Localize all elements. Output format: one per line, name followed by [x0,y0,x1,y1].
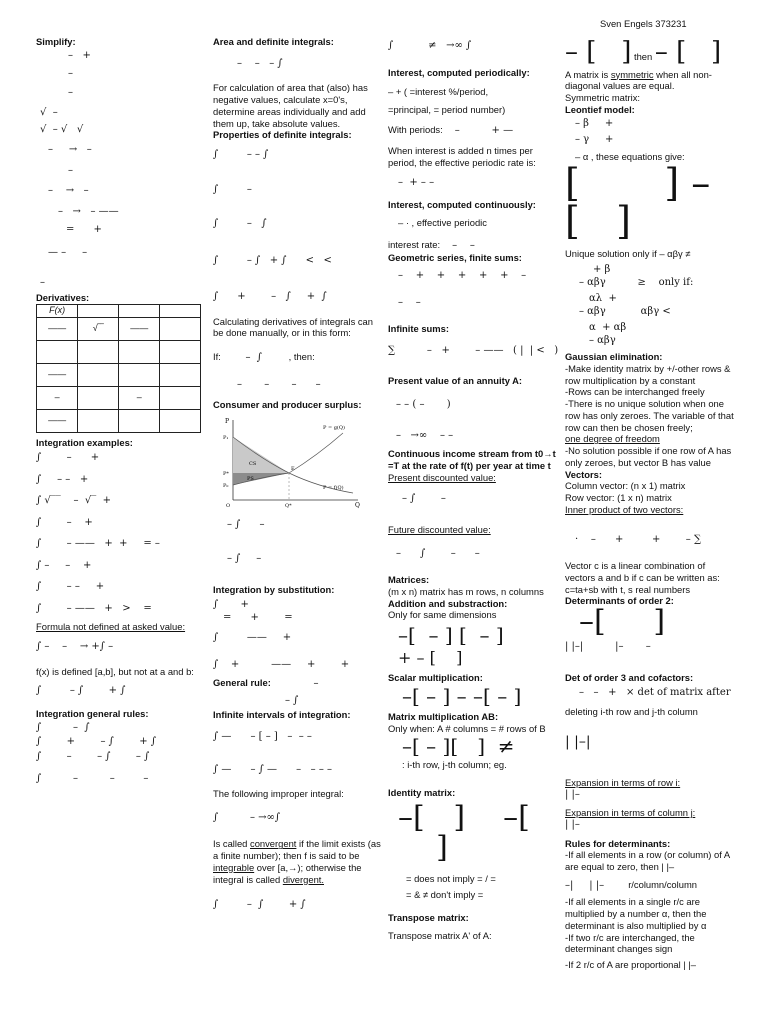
infinite-title: Infinite intervals of integration: [213,709,351,721]
periodic-title: Interest, computed periodically: [388,66,530,78]
interest-rate-row [388,239,558,253]
with-periods-label: With periods: [388,123,443,135]
general-rule-line: ∫ – – – [36,773,149,784]
infinite-sums-line: ∑ – + – —— ( | | < ) [388,344,559,356]
improper-line: ∫ – →∞∫ [213,811,281,823]
graph-label-p0: P₀ [223,482,229,489]
det2-line: | |–| |– – [565,641,651,652]
derivatives-title: Derivatives: [36,291,90,303]
rules-title: Rules for determinants: [565,837,671,849]
general-rule-line: – [313,678,319,690]
convergent-word: convergent [250,838,297,850]
periodic-line: – + ( =interest %/period, [388,86,489,98]
identity-line: = & ≠ don't imply = [406,888,484,900]
deriv-text: Calculating derivatives of integrals can be done manually, or in this form: [213,315,373,339]
integration-line: ∫ √‾‾ – √‾ + [36,495,111,507]
det3-line: – – + × det of matrix after [579,687,731,699]
simplify-title: Simplify: [36,36,76,47]
producer-surplus-area [233,473,289,485]
props-line: ∫ – ∫ [213,218,267,229]
table-cell: —— [37,317,78,340]
table-cell [78,386,119,409]
leontief-line: – α , these equations give: [575,150,685,162]
geometric-line: – – [398,296,421,308]
symmetric-text: when all non-diagonal values are equal. [565,68,712,92]
graph-label-cs: CS [249,460,257,467]
geometric-line: – + + + + + – [398,270,527,281]
column-4 [565,36,737,971]
leontief-line: – β + [575,117,614,129]
annuity-line: – →∞ – – [396,429,454,441]
table-cell: √‾‾ [78,317,119,340]
leontief-matrix: [ ] – [ ] [565,161,711,244]
n-times-text: When interest is added n times per period, the effective periodic rate is: [388,145,536,168]
simplify-line: = + [66,224,102,236]
leontief-line: – γ + [575,134,614,145]
fx-line: ∫ – ∫ + ∫ [36,685,126,697]
author-header: Sven Engels 373231 [600,18,687,29]
integration-line: ∫ – – + [36,559,92,571]
simplify-line: – → – [48,144,92,156]
table-cell [160,363,201,386]
rules-row: –| | |– r/column/column [565,878,697,891]
top-matrix-row: – [ ] then – [ ] [565,37,722,67]
simplify-block [40,50,204,290]
surplus-line: – ∫ – [227,553,262,564]
symmetric-matrix: Symmetric matrix: [565,92,640,103]
area-text: For calculation of area that (also) has negative values, calculate x=0's, determine areas individually and add them up, take absolute values. [213,82,368,129]
continuous-title: Interest, computed continuously: [388,199,536,211]
subst-line: ∫ + —— + + [213,658,350,670]
if-label: If: [213,351,221,362]
props-line: ∫ – ∫ + ∫ < < [213,254,332,266]
graph-label-pd: P = g(Q) [323,424,345,431]
one-degree: one degree of freedom [565,433,660,445]
formula-line: ∫ – – → +∫ – [36,641,114,652]
gauss-line: -There is no unique solution when one row has only zeroes. The variable of that row can then be chosen freely; [565,398,734,433]
scalar-matrix: –[ – ] – –[ – ] [402,683,522,708]
graph-label-e: E [291,465,295,472]
table-cell [160,409,201,432]
subst-line: ∫ + [213,599,249,611]
rules-line: -If two r/c are interchanged, the determinant changes sign [565,931,695,955]
ineq-line: – αβγ ≥ only if: [579,276,694,288]
table-cell: —— [119,317,160,340]
divergent-word: divergent. [282,873,324,885]
det3-title: Det of order 3 and cofactors: [565,671,694,683]
det2-title: Determinants of order 2: [565,595,674,607]
linear-text: Vector c is a linear combination of vectors a and b if c can be written as: c=ta+sb with t, s real numbers [565,560,720,595]
addsub-text: Only for same dimensions [388,609,497,621]
det3-text: deleting i-th row and j-th column [565,705,698,717]
graph-label-q: Q [355,501,360,509]
props-title: Properties of definite integrals: [213,129,352,141]
column-1 [36,36,204,786]
leontief-title: Leontief model: [565,103,635,115]
if-row: If: – ∫ , then: [213,351,315,363]
general-rule-line: ∫ – – ∫ – ∫ [36,750,150,762]
simplify-line: – [68,86,73,98]
row-vector: Row vector: (1 x n) matrix [565,492,672,503]
ineq-line: α + αβ [589,322,627,333]
graph-label-qstar: Q* [285,502,292,509]
area-title: Area and definite integrals: [213,36,334,47]
integration-line: ∫ – + [36,516,93,528]
convergent-paragraph [213,838,383,885]
table-cell: – [37,386,78,409]
derivatives-table [36,304,201,433]
addsub-title: Addition and substraction: [388,597,508,609]
table-cell [78,363,119,386]
improper-text: The following improper integral: [213,788,344,799]
matmul-text: Only when: A # columns = # rows of B [388,722,546,734]
integration-line: ∫ – – + [36,581,105,593]
table-cell [119,409,160,432]
graph-label-pstar: P* [223,470,229,477]
inner-product: Inner product of two vectors: [565,503,684,515]
with-periods-line: – + — [454,124,514,136]
ineq-line: αλ + [589,293,617,304]
matmul-title: Matrix multiplication AB: [388,710,499,722]
expansion-col-line: | |– [565,819,580,830]
simplify-line: √ – [40,107,58,119]
convergent-text: over [a,→); otherwise the integral is called [213,861,362,885]
graph-label-ps: P = f(Q) [323,484,344,491]
column-3 [388,36,558,942]
table-cell [160,317,201,340]
infinite-sums-title: Infinite sums: [388,323,449,334]
subst-title: Integration by substitution: [213,583,335,595]
general-rule-line: ∫ + – ∫ + ∫ [36,736,157,747]
continuous-line: – · , effective periodic [398,217,487,228]
simplify-line: √ – √ √ [40,123,84,135]
table-cell [119,363,160,386]
table-cell: —— [37,363,78,386]
det3-matrix: | |–| [565,733,591,750]
convergent-text: if the limit exists (as a finite number); then f is said to be [213,838,381,861]
table-cell [119,304,160,317]
future-line: – ∫ – – [396,547,480,559]
top-then: then [633,51,653,62]
area-line: – – – ∫ [237,57,283,69]
table-cell [78,409,119,432]
props-line: ∫ – [213,183,252,195]
n-times-line: – + – – [398,176,435,188]
gauss-title: Gaussian elimination: [565,351,663,362]
gauss-last: -No solution possible if one row of A has only zeroes, but vector B has value [565,445,732,468]
ineq-line: + β [593,264,611,275]
vectors-title: Vectors: [565,468,602,480]
rules-line: -If all elements in a single r/c are multiplied by a number α, then the determinant is also multiplied by α [565,896,707,931]
matrices-text: (m x n) matrix has m rows, n columns [388,585,544,597]
rules-line: r/column/column [628,878,697,890]
surplus-line: – ∫ – [227,518,265,530]
general-rule-row [213,677,383,691]
table-cell [119,340,160,363]
graph-label-p: P [225,417,230,425]
fx-note: f(x) is defined [a,b], but not at a and b: [36,665,194,677]
consumer-surplus-area [233,437,289,473]
expansion-col: Expansion in terms of column j: [565,807,696,819]
simplify-line: – [68,164,73,176]
infinite-line: ∫ — – ∫ — – – – – [213,763,332,775]
general-rules-title: Integration general rules: [36,707,149,719]
simplify-line: – → – —— [58,205,119,217]
transpose-text: Transpose matrix A' of A: [388,930,492,941]
table-header: F(x) [37,304,78,317]
addsub-matrix: + – [ ] [398,648,463,667]
top-line: ∫ ≠ →∞ ∫ [388,40,472,51]
general-rule-line: – ∫ [285,694,299,706]
scalar-title: Scalar multiplication: [388,672,483,683]
unique-text: Unique solution only if – αβγ ≠ [565,248,691,260]
table-cell [78,340,119,363]
convergent-text: Is called [213,838,250,850]
column-2 [213,36,383,912]
rules-line: -If 2 r/c of A are proportional | |– [565,959,696,970]
general-rule-label: General rule: [213,677,271,689]
gauss-line: -Make identity matrix by +/-other rows & row multiplication by a constant [565,362,731,386]
surplus-graph [223,415,363,510]
periodic-line: =principal, = period number) [388,104,506,115]
geometric-title: Geometric series, finite sums: [388,252,522,264]
identity-title: Identity matrix: [388,787,456,798]
symmetric-text: A matrix is [565,68,611,80]
present-line: – ∫ – [402,493,446,505]
gauss-line: -Rows can be interchanged freely [565,386,705,398]
matrices-title: Matrices: [388,574,430,585]
subst-line: = + = [223,611,293,623]
future-discounted: Future discounted value: [388,523,491,535]
graph-label-ps-area: PS [247,475,254,482]
table-cell [78,304,119,317]
with-periods-row [388,124,558,138]
props-line: ∫ + – ∫ + ∫ [213,291,327,302]
formula-note: Formula not defined at asked value: [36,621,186,633]
continuous-stream-title: Continuous income stream from t0→t =T at the rate of f(t) per year at time t [388,448,556,471]
deriv-line: – – – – [237,378,321,390]
if-then: , then: [288,351,315,362]
table-cell [160,304,201,317]
simplify-line: – + [68,49,91,61]
addsub-matrix: –[ – ] [ – ] [398,623,504,647]
matmul-matrix: –[ – ][ ] ≠ [402,734,515,759]
table-cell: – [119,386,160,409]
general-rule-line: ∫ – ∫ [36,721,90,733]
subst-line: ∫ —— + [213,632,292,644]
simplify-line: – [40,277,45,289]
matmul-note: : i-th row, j-th column; eg. [402,759,507,771]
identity-matrix: –[ ] –[ ] [398,799,530,865]
integrable-word: integrable [213,861,255,873]
transpose-title: Transpose matrix: [388,912,469,924]
symmetric-word: symmetric [610,68,654,80]
table-cell [160,340,201,363]
ineq-line: – αβγ αβγ < [579,305,671,317]
rules-line: -If all elements in a row (or column) of A are equal to zero, then | |– [565,849,730,872]
simplify-line: – [68,68,73,80]
integration-line: ∫ – + [36,452,100,464]
column-vector: Column vector: (n x 1) matrix [565,480,686,492]
annuity-title: Present value of an annuity A: [388,375,523,387]
present-discounted: Present discounted value: [388,471,496,483]
table-cell [37,340,78,363]
interest-rate-line: – – [452,239,475,251]
symmetric-paragraph [565,69,737,93]
integration-line: ∫ – —— + > = [36,602,152,614]
props-line: ∫ – – ∫ [213,149,269,160]
ineq-line: – αβγ [589,334,616,346]
interest-rate-label: interest rate: [388,238,441,250]
identity-line: = does not imply = / = [406,872,496,884]
expansion-row: Expansion in terms of row i: [565,777,681,788]
expansion-row-line: | |– [565,788,580,800]
graph-label-p1: P₁ [223,434,229,441]
surplus-title: Consumer and producer surplus: [213,399,362,410]
inner-line: · – + + – ∑ [575,533,702,545]
integration-examples-title: Integration examples: [36,436,133,448]
integration-line: ∫ – —— + + = – [36,538,160,550]
simplify-line: — – – [48,246,88,258]
det2-matrix: –[ ] [579,604,666,639]
simplify-line: – → – [48,185,89,197]
graph-label-o: O [226,502,231,509]
final-line: ∫ – ∫ + ∫ [213,899,306,911]
infinite-line: ∫ — – [ – ] – – – [213,731,312,742]
table-cell [160,386,201,409]
integration-line: ∫ – – + [36,473,89,485]
table-cell: —— [37,409,78,432]
annuity-line: – – ( – ) [396,399,451,410]
